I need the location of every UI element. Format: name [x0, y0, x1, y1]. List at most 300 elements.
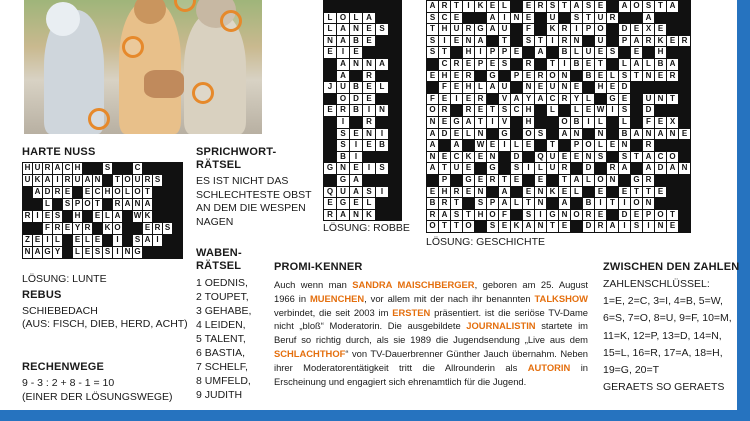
black-cell [103, 235, 112, 246]
grid-cell: T [93, 199, 102, 210]
black-cell [173, 187, 182, 198]
black-cell [655, 13, 666, 24]
grid-cell: E [583, 105, 594, 116]
grid-cell: R [607, 163, 618, 174]
grid-cell: A [607, 221, 618, 232]
grid-cell: S [451, 210, 462, 221]
grid-cell: L [123, 187, 132, 198]
grid-cell: A [463, 117, 474, 128]
black-cell [389, 140, 401, 151]
grid-cell: N [94, 175, 101, 184]
grid-cell: E [463, 163, 474, 174]
grid-cell: O [667, 152, 678, 163]
black-cell [679, 221, 690, 232]
waben-item: 6 BASTIA, [196, 347, 246, 359]
black-cell [389, 175, 401, 186]
grid-cell: N [376, 105, 388, 116]
grid-cell: R [643, 140, 654, 151]
black-cell [427, 82, 438, 93]
waben-item: 3 GEHABE, [196, 305, 252, 317]
black-cell [535, 140, 546, 151]
black-cell [427, 59, 438, 70]
black-cell [363, 47, 375, 58]
grid-cell: S [337, 129, 349, 140]
grid-cell: A [535, 94, 546, 105]
grid-cell: I [535, 210, 546, 221]
black-cell [153, 211, 162, 222]
grid-cell: L [83, 235, 92, 246]
black-cell [376, 94, 388, 105]
black-cell [607, 117, 618, 128]
black-cell [559, 140, 570, 151]
grid-cell: G [499, 129, 510, 140]
grid-cell: A [631, 59, 642, 70]
grid-cell: R [54, 223, 61, 232]
black-cell [93, 163, 102, 174]
grid-cell: A [487, 24, 498, 35]
grid-cell: E [451, 36, 462, 47]
grid-cell: E [451, 82, 462, 93]
grid-cell: O [124, 175, 131, 184]
grid-cell: C [511, 105, 522, 116]
black-cell [324, 71, 336, 82]
black-cell [376, 47, 388, 58]
grid-cell: R [463, 105, 474, 116]
grid-cell: G [44, 247, 51, 256]
page-edge-bottom [0, 410, 750, 421]
grid-cell: T [535, 36, 546, 47]
grid-cell: E [595, 210, 606, 221]
grid-cell: U [499, 82, 510, 93]
black-cell [173, 211, 182, 222]
grid-cell: A [499, 198, 510, 209]
grid-cell: R [679, 36, 690, 47]
black-cell [679, 94, 690, 105]
black-cell [153, 247, 162, 258]
grid-cell: C [655, 152, 666, 163]
grid-cell: D [583, 221, 594, 232]
grid-cell: E [667, 36, 678, 47]
grid-cell: T [583, 13, 594, 24]
black-cell [451, 105, 462, 116]
black-cell [475, 13, 486, 24]
grid-cell: U [451, 24, 462, 35]
black-cell [63, 211, 72, 222]
grid-cell: H [463, 82, 474, 93]
grid-cell: F [427, 94, 438, 105]
black-cell [523, 47, 534, 58]
grid-cell: N [559, 71, 570, 82]
black-cell [463, 13, 474, 24]
grid-cell: E [44, 211, 51, 220]
grid-cell: O [487, 210, 498, 221]
grid-cell: D [643, 105, 654, 116]
grid-cell: E [363, 36, 375, 47]
grid-cell: I [439, 36, 450, 47]
grid-cell: S [104, 163, 111, 172]
grid-cell: L [583, 175, 594, 186]
grid-cell: S [134, 235, 141, 244]
grid-cell: E [523, 71, 534, 82]
grid-cell: E [595, 1, 606, 12]
grid-cell: S [499, 59, 510, 70]
grid-cell: D [511, 152, 522, 163]
grid-cell: E [499, 221, 510, 232]
grid-cell: R [363, 71, 375, 82]
black-cell [535, 117, 546, 128]
grid-cell: O [337, 13, 349, 24]
grid-cell: O [427, 221, 438, 232]
grid-cell: D [439, 129, 450, 140]
black-cell [83, 163, 92, 174]
harte-nuss-grid [22, 162, 183, 259]
grid-cell: D [619, 82, 630, 93]
grid-cell: P [571, 140, 582, 151]
grid-cell: E [655, 24, 666, 35]
grid-cell: N [350, 210, 362, 221]
grid-cell: Q [535, 152, 546, 163]
grid-cell: N [679, 163, 690, 174]
black-cell [679, 105, 690, 116]
black-cell [389, 117, 401, 128]
grid-cell: E [535, 82, 546, 93]
grid-cell: T [439, 221, 450, 232]
grid-cell: A [337, 59, 349, 70]
grid-cell: A [337, 71, 349, 82]
grid-cell: F [439, 82, 450, 93]
black-cell [363, 1, 375, 12]
grid-cell: R [324, 210, 336, 221]
grid-cell: H [24, 163, 31, 172]
grid-cell: V [499, 117, 510, 128]
grid-cell: U [643, 94, 654, 105]
grid-cell: E [34, 235, 41, 244]
grid-cell: E [439, 117, 450, 128]
grid-cell: N [535, 221, 546, 232]
grid-cell: U [337, 187, 349, 198]
black-cell [389, 47, 401, 58]
black-cell [153, 163, 162, 174]
black-cell [153, 187, 162, 198]
grid-cell: S [631, 221, 642, 232]
grid-cell: E [427, 71, 438, 82]
grid-cell: S [547, 1, 558, 12]
grid-cell: A [559, 129, 570, 140]
black-cell [583, 129, 594, 140]
grid-cell: Y [523, 94, 534, 105]
grid-cell: S [376, 24, 388, 35]
black-cell [123, 235, 132, 246]
grid-cell: T [113, 175, 122, 186]
black-cell [350, 71, 362, 82]
grid-cell: I [153, 235, 162, 246]
grid-cell: S [94, 247, 101, 256]
black-cell [631, 117, 642, 128]
zwischen-den-zahlen-title: ZWISCHEN DEN ZAHLEN [603, 261, 740, 273]
grid-cell: S [427, 47, 438, 58]
rebus-line: (AUS: FISCH, DIEB, HERD, ACHT) [22, 318, 188, 330]
black-cell [389, 94, 401, 105]
grid-cell: H [463, 47, 474, 58]
black-cell [475, 163, 486, 174]
grid-cell: A [144, 199, 151, 208]
black-cell [389, 24, 401, 35]
grid-cell: P [583, 24, 594, 35]
waben-item: 7 SCHELF, [196, 361, 248, 373]
black-cell [667, 47, 678, 58]
black-cell [33, 199, 42, 210]
zahlen-line: 15=L, 16=R, 17=A, 18=H, [603, 346, 723, 359]
grid-cell: I [607, 105, 618, 116]
zahlen-line: GERAETS SO GERAETS [603, 381, 725, 394]
black-cell [389, 36, 401, 47]
black-cell [679, 82, 690, 93]
black-cell [667, 187, 678, 198]
grid-cell: A [439, 210, 450, 221]
grid-cell: G [547, 210, 558, 221]
black-cell [173, 223, 182, 234]
grid-cell: P [487, 198, 498, 209]
grid-cell: Z [23, 235, 32, 246]
grid-cell: A [523, 221, 534, 232]
black-cell [389, 71, 401, 82]
grid-cell: B [571, 59, 582, 70]
grid-cell: U [547, 152, 558, 163]
grid-cell: E [631, 24, 642, 35]
grid-cell: E [559, 221, 570, 232]
black-cell [376, 71, 388, 82]
grid-cell: A [667, 1, 678, 12]
grid-cell: N [523, 82, 534, 93]
black-cell [103, 199, 112, 210]
black-cell [143, 163, 152, 174]
black-cell [389, 210, 401, 221]
grid-cell: N [559, 82, 570, 93]
sprichwort-title: SPRICHWORT- RÄTSEL [196, 146, 277, 171]
grid-cell: R [607, 13, 618, 24]
black-cell [463, 140, 474, 151]
black-cell [324, 129, 336, 140]
grid-cell: E [679, 129, 690, 140]
grid-cell: E [655, 117, 666, 128]
black-cell [547, 198, 558, 209]
rebus-text [22, 305, 188, 331]
grid-cell: A [559, 198, 570, 209]
black-cell [643, 82, 654, 93]
grid-cell: R [439, 198, 450, 209]
grid-cell: N [487, 152, 498, 163]
grid-cell: I [451, 94, 462, 105]
grid-cell: F [523, 24, 534, 35]
grid-cell: O [547, 71, 558, 82]
black-cell [324, 1, 336, 12]
black-cell [33, 223, 42, 234]
grid-cell: T [439, 163, 450, 174]
grid-cell: A [34, 187, 41, 196]
black-cell [173, 247, 182, 258]
black-cell [93, 223, 102, 234]
grid-cell: Y [74, 223, 81, 232]
grid-cell: H [595, 82, 606, 93]
grid-cell: C [451, 152, 462, 163]
rebus-line: SCHIEBEDACH [22, 305, 98, 317]
grid-cell: R [643, 36, 654, 47]
grid-cell: S [363, 187, 375, 198]
black-cell [631, 105, 642, 116]
grid-cell: R [595, 221, 606, 232]
grid-cell: N [655, 94, 666, 105]
grid-cell: R [363, 117, 375, 128]
grid-cell: N [363, 129, 375, 140]
grid-cell: S [104, 247, 111, 256]
marker-ring-icon [220, 10, 242, 32]
black-cell [163, 199, 172, 210]
grid-cell: L [499, 1, 510, 12]
grid-cell: S [643, 1, 654, 12]
grid-cell: S [619, 71, 630, 82]
grid-cell: U [337, 82, 349, 93]
grid-cell: E [583, 59, 594, 70]
highlighted-answer: SANDRA MAISCHBERGER [352, 279, 475, 290]
grid-cell: K [475, 1, 486, 12]
grid-cell: L [324, 24, 336, 35]
rechenwege-line: (EINER DER LÖSUNGSWEGE) [22, 391, 173, 403]
black-cell [511, 82, 522, 93]
grid-cell: L [475, 82, 486, 93]
grid-cell: G [487, 71, 498, 82]
grid-cell: N [643, 198, 654, 209]
grid-cell: T [451, 198, 462, 209]
grid-cell: I [113, 247, 122, 258]
marker-ring-icon [192, 82, 214, 104]
grid-cell: H [439, 187, 450, 198]
grid-cell: S [511, 163, 522, 174]
black-cell [389, 187, 401, 198]
grid-cell: D [619, 24, 630, 35]
black-cell [451, 47, 462, 58]
grid-cell: L [511, 198, 522, 209]
grid-cell: S [523, 36, 534, 47]
black-cell [324, 152, 336, 163]
grid-cell: D [44, 187, 51, 196]
grid-cell: T [499, 36, 510, 47]
grid-cell: N [643, 71, 654, 82]
zahlen-line: 6=S, 7=O, 8=U, 9=F, 10=M, [603, 312, 732, 325]
marker-ring-icon [174, 0, 196, 12]
black-cell [523, 175, 534, 186]
grid-cell: E [511, 175, 522, 186]
grid-cell: L [595, 117, 606, 128]
black-cell [511, 117, 522, 128]
grid-cell: O [114, 223, 121, 232]
black-cell [631, 94, 642, 105]
black-cell [487, 94, 498, 105]
black-cell [655, 198, 666, 209]
grid-cell: N [511, 13, 522, 24]
highlighted-answer: ERSTEN [392, 306, 431, 318]
grid-cell: R [427, 210, 438, 221]
grid-cell: A [124, 199, 131, 208]
grid-cell: I [33, 211, 42, 222]
black-cell [655, 140, 666, 151]
rebus-title: REBUS [22, 289, 62, 301]
grid-cell: N [463, 36, 474, 47]
grid-cell: L [324, 13, 336, 24]
grid-cell: I [643, 221, 654, 232]
grid-cell: O [655, 210, 666, 221]
black-cell [324, 94, 336, 105]
grid-cell: I [337, 117, 349, 128]
grid-cell: L [103, 211, 112, 222]
grid-cell: E [451, 13, 462, 24]
grid-cell: A [44, 175, 51, 184]
black-cell [679, 71, 690, 82]
grid-cell: K [547, 187, 558, 198]
black-cell [679, 1, 690, 12]
grid-cell: R [451, 187, 462, 198]
black-cell [511, 36, 522, 47]
grid-cell: O [595, 24, 606, 35]
grid-cell: N [595, 129, 606, 140]
grid-cell: A [350, 175, 362, 186]
grid-cell: R [487, 175, 498, 186]
grid-cell: T [559, 175, 570, 186]
grid-cell: J [324, 82, 336, 93]
grid-cell: N [571, 129, 582, 140]
waben-item: 1 OEDNIS, [196, 277, 248, 289]
black-cell [631, 13, 642, 24]
grid-cell: N [583, 152, 594, 163]
grid-cell: O [559, 117, 570, 128]
grid-cell: O [463, 221, 474, 232]
grid-cell: T [631, 71, 642, 82]
black-cell [376, 36, 388, 47]
black-cell [679, 152, 690, 163]
black-cell [389, 59, 401, 70]
grid-cell: B [350, 82, 362, 93]
grid-cell: I [350, 140, 362, 151]
grid-cell: A [376, 59, 388, 70]
grid-cell: I [350, 152, 362, 163]
grid-cell: L [583, 94, 594, 105]
black-cell [163, 247, 172, 258]
grid-cell: S [337, 140, 349, 151]
black-cell [389, 198, 401, 209]
zahlen-line: 1=E, 2=C, 3=I, 4=B, 5=W, [603, 295, 723, 308]
grid-cell: E [571, 82, 582, 93]
black-cell [324, 175, 336, 186]
rechenwege-line: 9 - 3 : 2 + 8 - 1 = 10 [22, 377, 115, 389]
black-cell [173, 199, 182, 210]
highlighted-answer: TALKSHOW [534, 292, 588, 304]
black-cell [511, 187, 522, 198]
black-cell [631, 82, 642, 93]
grid-cell: L [350, 13, 362, 24]
grid-cell: T [427, 24, 438, 35]
grid-cell: A [499, 187, 510, 198]
grid-cell: E [350, 163, 362, 174]
black-cell [337, 1, 349, 12]
grid-cell: L [363, 198, 375, 209]
grid-cell: A [643, 13, 654, 24]
grid-cell: L [643, 59, 654, 70]
black-cell [389, 152, 401, 163]
grid-cell: A [114, 211, 121, 220]
grid-cell: F [643, 117, 654, 128]
grid-cell: X [667, 117, 678, 128]
black-cell [363, 175, 375, 186]
grid-cell: S [607, 47, 618, 58]
